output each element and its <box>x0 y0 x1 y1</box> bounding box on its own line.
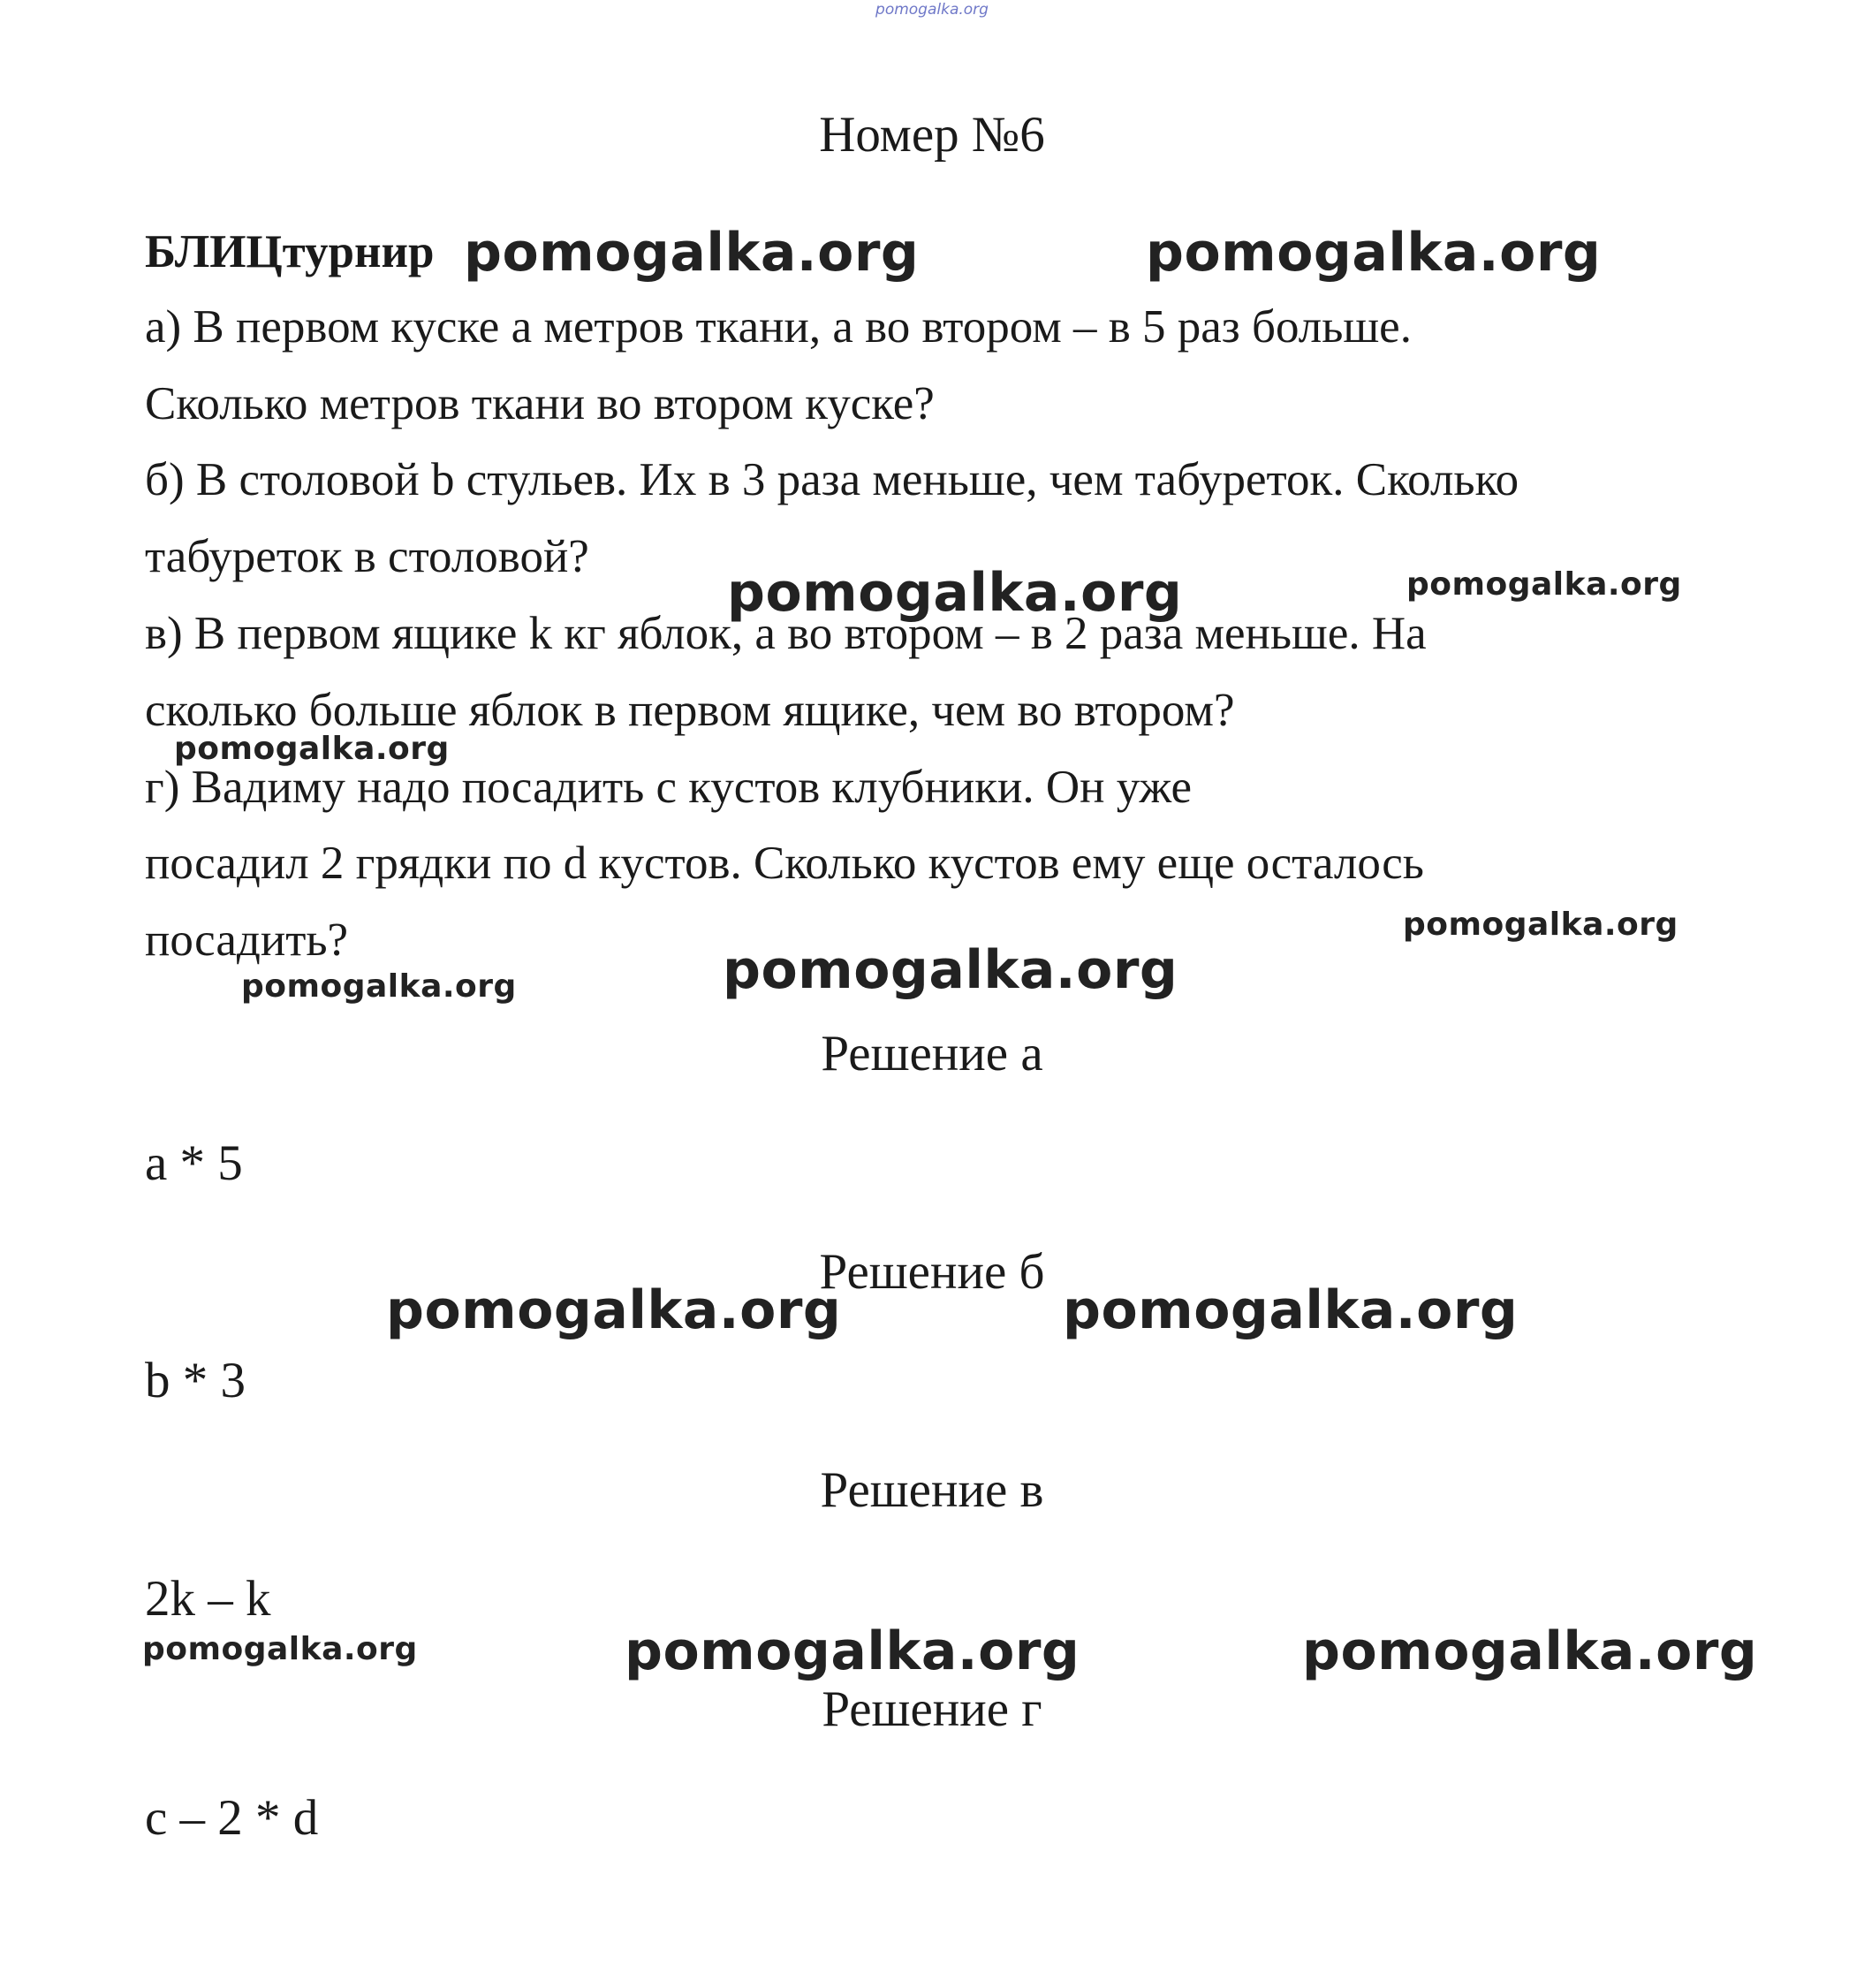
problem-line: посадил 2 грядки по d кустов. Сколько кустов ему еще осталось <box>145 838 1424 889</box>
problem-line: посадить? <box>145 914 349 966</box>
watermark: pomogalka.org <box>1302 1620 1758 1682</box>
watermark: pomogalka.org <box>1403 907 1678 943</box>
watermark: pomogalka.org <box>464 222 920 284</box>
solution-heading-b: Решение б <box>819 1244 1045 1300</box>
watermark: pomogalka.org <box>386 1279 842 1341</box>
problem-line: в) В первом ящике k кг яблок, а во втором – в 2 раза меньше. На <box>145 608 1427 659</box>
problem-line: сколько больше яблок в первом ящике, чем во втором? <box>145 685 1235 736</box>
problem-line: б) В столовой b стульев. Их в 3 раза меньше, чем табуреток. Сколько <box>145 454 1519 505</box>
solution-heading-v: Решение в <box>820 1462 1044 1518</box>
watermark: pomogalka.org <box>1146 222 1602 284</box>
solution-formula-b: b * 3 <box>145 1353 246 1408</box>
solution-formula-v: 2k – k <box>145 1571 271 1627</box>
solution-heading-g: Решение г <box>822 1681 1042 1737</box>
problem-line: а) В первом куске а метров ткани, а во втором – в 5 раз больше. <box>145 301 1412 353</box>
watermark: pomogalka.org <box>625 1620 1080 1682</box>
watermark: pomogalka.org <box>723 939 1178 1001</box>
watermark: pomogalka.org <box>174 731 450 767</box>
watermark: pomogalka.org <box>1406 566 1682 603</box>
page-title: Номер №6 <box>819 107 1045 163</box>
problem-line: табуреток в столовой? <box>145 531 589 582</box>
watermark: pomogalka.org <box>142 1631 418 1667</box>
problem-line: г) Вадиму надо посадить с кустов клубники. Он уже <box>145 762 1192 813</box>
top-watermark: pomogalka.org <box>875 1 989 19</box>
solution-formula-g: c – 2 * d <box>145 1790 319 1846</box>
watermark: pomogalka.org <box>727 562 1183 624</box>
solution-heading-a: Решение а <box>821 1026 1043 1081</box>
section-heading: БЛИЦтурнир <box>145 226 435 277</box>
watermark: pomogalka.org <box>1063 1279 1519 1341</box>
solution-formula-a: a * 5 <box>145 1135 243 1191</box>
problem-line: Сколько метров ткани во втором куске? <box>145 378 935 429</box>
watermark: pomogalka.org <box>241 968 517 1005</box>
